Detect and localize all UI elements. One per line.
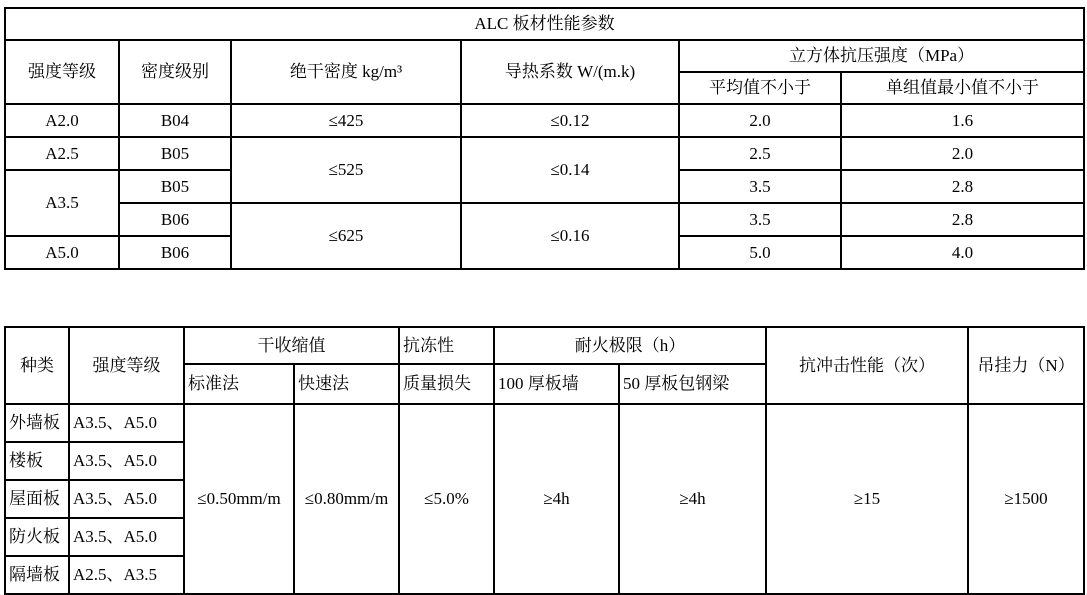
table-cell: ≤0.12 (461, 104, 679, 137)
table-cell: ≥15 (766, 404, 968, 594)
header-density-grade: 密度级别 (119, 40, 231, 104)
table-cell: A2.5 (5, 137, 119, 170)
table1-title: ALC 板材性能参数 (5, 8, 1084, 40)
table-cell: 3.5 (679, 203, 841, 236)
table-row (5, 404, 1084, 442)
header-hanging-force: 吊挂力（N） (968, 327, 1084, 404)
table-cell: 5.0 (679, 236, 841, 269)
table-cell: 2.8 (841, 203, 1084, 236)
table-cell: ≤625 (231, 203, 461, 269)
table-cell: A5.0 (5, 236, 119, 269)
table-cell: 2.0 (679, 104, 841, 137)
table-cell: 2.5 (679, 137, 841, 170)
table-row (5, 104, 1084, 137)
table-cell: B05 (119, 170, 231, 203)
table-cell: ≥1500 (968, 404, 1084, 594)
header-100-wall: 100 厚板墙 (494, 364, 619, 404)
header-dry-density: 绝干密度 kg/m³ (231, 40, 461, 104)
table-cell: 隔墙板 (5, 556, 69, 594)
table-cell: 4.0 (841, 236, 1084, 269)
table-cell: ≤0.16 (461, 203, 679, 269)
header-compressive-strength: 立方体抗压强度（MPa） (679, 40, 1084, 72)
header-type: 种类 (5, 327, 69, 404)
table-cell: 1.6 (841, 104, 1084, 137)
table-cell: ≥4h (494, 404, 619, 594)
table-cell: B05 (119, 137, 231, 170)
table-row (5, 137, 1084, 170)
table-cell: ≤425 (231, 104, 461, 137)
header-fire-limit: 耐火极限（h） (494, 327, 766, 364)
table-cell: A3.5、A5.0 (69, 442, 184, 480)
header-strength-grade: 强度等级 (69, 327, 184, 404)
table-cell: ≤525 (231, 137, 461, 203)
table-cell: B06 (119, 236, 231, 269)
header-impact-resistance: 抗冲击性能（次） (766, 327, 968, 404)
table-cell: A3.5、A5.0 (69, 404, 184, 442)
table-cell: A3.5 (5, 170, 119, 236)
header-thermal-conductivity: 导热系数 W/(m.k) (461, 40, 679, 104)
alc-panel-types-table (4, 326, 1085, 595)
table-cell: ≤0.50mm/m (184, 404, 294, 594)
table-cell: ≥4h (619, 404, 766, 594)
table-cell: ≤5.0% (399, 404, 494, 594)
table-cell: 楼板 (5, 442, 69, 480)
table-cell: ≤0.14 (461, 137, 679, 203)
table-cell: A2.0 (5, 104, 119, 137)
table-cell: A3.5、A5.0 (69, 480, 184, 518)
table-cell: 2.0 (841, 137, 1084, 170)
header-average-min: 平均值不小于 (679, 72, 841, 104)
table-cell: 外墙板 (5, 404, 69, 442)
table-cell: 屋面板 (5, 480, 69, 518)
header-strength-grade: 强度等级 (5, 40, 119, 104)
table-cell: B06 (119, 203, 231, 236)
header-50-beam: 50 厚板包钢梁 (619, 364, 766, 404)
header-rapid-method: 快速法 (294, 364, 399, 404)
header-frost-resistance: 抗冻性 (399, 327, 494, 364)
table-cell: ≤0.80mm/m (294, 404, 399, 594)
table-cell: A3.5、A5.0 (69, 518, 184, 556)
header-mass-loss: 质量损失 (399, 364, 494, 404)
table-cell: 2.8 (841, 170, 1084, 203)
table-row (5, 203, 1084, 236)
table-cell: 3.5 (679, 170, 841, 203)
table-cell: A2.5、A3.5 (69, 556, 184, 594)
alc-performance-table (4, 7, 1085, 270)
table-cell: 防火板 (5, 518, 69, 556)
header-standard-method: 标准法 (184, 364, 294, 404)
header-single-group-min: 单组值最小值不小于 (841, 72, 1084, 104)
table-cell: B04 (119, 104, 231, 137)
header-dry-shrinkage: 干收缩值 (184, 327, 399, 364)
